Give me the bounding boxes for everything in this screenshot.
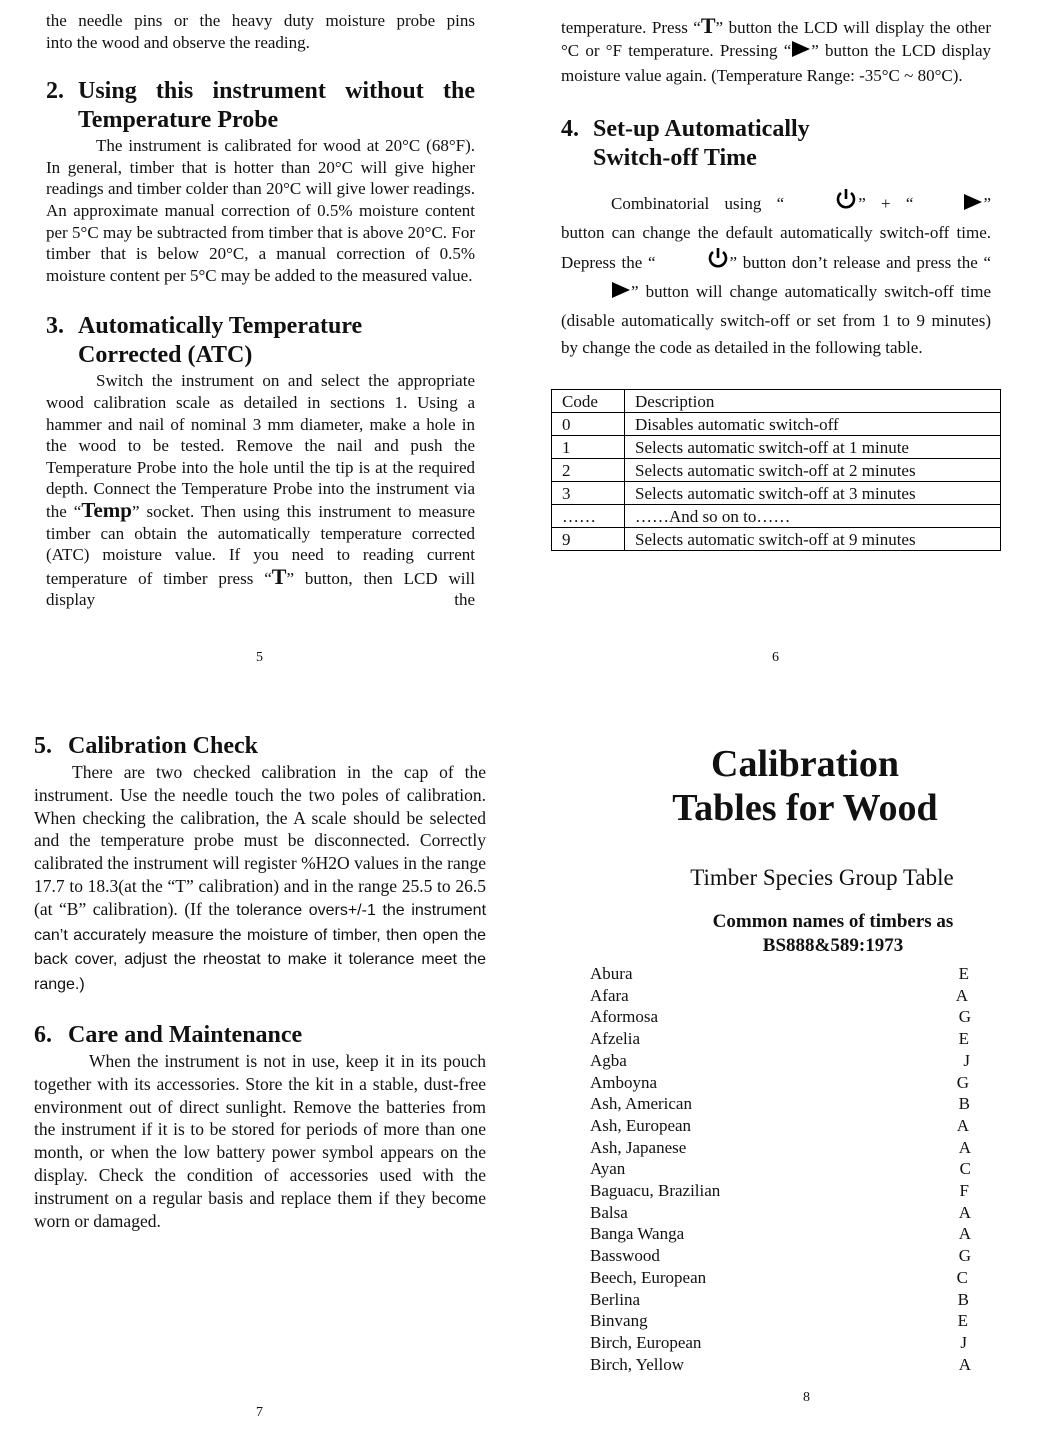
section-4-e: ” button will change automatically switch-off time (disable automatically switch-off or set from 1 to 9 minutes) by change the code as detailed in the following table. [561,282,991,357]
section-5-heading [34,732,486,761]
table-cell-description: Selects automatic switch-off at 2 minutes [625,459,1001,482]
timber-group: E [958,1029,969,1049]
table-cell-description: ……And so on to…… [625,505,1001,528]
list-item [590,1137,971,1159]
section-6-heading [34,1021,486,1050]
table-row [552,459,1001,482]
list-heading-line-1: Common names of timbers as [712,911,954,932]
list-item [590,1115,971,1137]
table-cell-code: 9 [552,528,625,551]
timber-group: A [956,1115,969,1135]
timber-species-list [590,963,971,1375]
page-number-7: 7 [256,1405,263,1420]
list-item [590,1245,971,1267]
section-5-body [34,761,486,997]
timber-group: J [963,1050,970,1070]
section-4-body [561,187,991,361]
timber-group: C [956,1267,968,1287]
t-button-label: T [271,563,287,589]
list-item [590,985,971,1007]
intro-line-1: the needle pins or the heavy duty moisture probe pins [46,11,475,30]
timber-name: Abura [590,964,633,983]
section-4-heading [561,115,991,173]
section-6-title: Care and Maintenance [68,1021,303,1048]
list-item [590,1332,971,1354]
play-icon [913,192,983,219]
timber-group: B [958,1094,970,1114]
list-item [590,1289,971,1311]
list-item [590,963,971,985]
page6-cont-a: temperature. Press “ [561,18,701,37]
timber-name: Aformosa [590,1007,658,1027]
table-cell-description: Selects automatic switch-off at 9 minutes [625,528,1001,551]
timber-group: J [960,1332,967,1352]
page-8-title-line-2: Tables for Wood [672,787,938,829]
list-item [590,1006,971,1028]
temperature-continued [561,14,991,87]
page-7 [34,732,486,1232]
page-number-8: 8 [803,1390,810,1405]
timber-name: Afara [590,985,629,1005]
table-cell-description: Selects automatic switch-off at 1 minute [625,436,1001,459]
timber-name: Basswood [590,1246,660,1266]
timber-group: A [958,1224,971,1244]
list-heading-line-2: BS888&589:1973 [762,935,904,956]
power-icon [784,187,858,219]
timber-group: G [958,1246,971,1266]
timber-group: E [958,964,969,983]
section-4-number: 4. [561,116,579,142]
timber-name: Afzelia [590,1029,641,1049]
table-cell-description: Disables automatic switch-off [625,413,1001,436]
power-icon [656,246,730,278]
list-item [590,1354,971,1376]
list-item [590,1028,971,1050]
table-row [552,482,1001,505]
section-5-body-sans: tolerance overs+/-1 the instrument can’t accurately measure the moisture of timber, then open the back cover, adjust the rheostat to make it tolerance meet the range.) [34,901,487,994]
list-item [590,1310,971,1332]
page-5 [46,10,475,611]
page-8 [600,742,1010,958]
table-header-description: Description [625,390,1001,413]
section-3-number: 3. [46,313,64,340]
timber-group: A [955,985,968,1005]
table-header-row [552,390,1001,413]
section-4-title-line-1: Set-up Automatically [593,116,810,142]
timber-name: Amboyna [590,1072,658,1092]
table-cell-code: 1 [552,436,625,459]
timber-name: Ash, Japanese [590,1137,687,1157]
section-5-number: 5. [34,733,52,759]
timber-name: Birch, European [590,1332,702,1352]
timber-name: Banga Wanga [590,1224,685,1244]
table-cell-code: …… [552,505,625,528]
list-item [590,1050,971,1072]
timber-group: E [957,1311,968,1331]
table-row [552,505,1001,528]
timber-group: C [959,1159,971,1179]
timber-group: B [957,1289,969,1309]
page-8-title-line-1: Calibration [711,743,899,785]
timber-name: Ayan [590,1159,626,1179]
list-item [590,1093,971,1115]
section-3-body-b: ” socket. Then using this instrument to measure timber can obtain the automatically temperature corrected (ATC) moisture value. If you need to reading current temperature of timber press “ [46,501,475,588]
list-item [590,1267,971,1289]
list-item [590,1072,971,1094]
table-cell-code: 0 [552,413,625,436]
list-item [590,1223,971,1245]
section-3-heading [46,312,475,370]
section-3-body-a: Switch the instrument on and select the appropriate wood calibration scale as detailed in sections 1. Using a hammer and nail of nominal 3 mm diameter, make a hole in the wood to be tested. Remove the nail and push the Temperature Probe into the hole until the tip is at the required depth. Connect the Temperature Probe into the instrument via the “ [46,371,475,521]
timber-name: Baguacu, Brazilian [590,1181,721,1201]
timber-name: Beech, European [590,1267,707,1287]
section-4-a: Combinatorial using “ [611,194,785,213]
section-2-title-line-2: Temperature Probe [78,107,279,134]
page6-cont-b: ” button the LCD will display the other °C or °F temperature. Pressing “ [561,18,991,60]
timber-name: Binvang [590,1311,648,1331]
intro-line-2: into the wood and observe the reading. [46,32,310,52]
section-6-number: 6. [34,1021,52,1048]
table-cell-description: Selects automatic switch-off at 3 minutes [625,482,1001,505]
table-cell-code: 2 [552,459,625,482]
temp-socket-label: Temp [81,497,132,522]
table-row [552,436,1001,459]
section-6-body: When the instrument is not in use, keep it in its pouch together with its accessories. Store the kit in a stable, dust-free environment out of direct sunlight. Remove the batteries from the instrument if it is to be stored for periods of more than one month, or when the low battery power symbol appears on the display. Check the condition of accessories used with the instrument on a regular basis and replace them if they become worn or damaged. [34,1050,486,1231]
timber-group: F [959,1181,969,1201]
section-3-body [46,370,475,611]
page-number-5: 5 [256,650,263,665]
table-row [552,413,1001,436]
timber-name: Ash, American [590,1094,692,1114]
page-number-6: 6 [772,650,779,665]
page-6 [561,14,991,361]
timber-group: G [958,1007,971,1027]
section-3-title-line-2: Corrected (ATC) [78,342,253,369]
section-3-title-line-1: Automatically Temperature [78,313,363,340]
section-5-title: Calibration Check [68,733,259,759]
table-cell-code: 3 [552,482,625,505]
section-4-title-line-2: Switch-off Time [593,145,757,171]
section-2-number: 2. [46,78,64,105]
play-icon [791,40,811,64]
list-item [590,1202,971,1224]
page6-cont-c: ” button the LCD display moisture value again. (Temperature Range: -35°C ~ 80°C). [561,41,991,85]
timber-name: Ash, European [590,1115,692,1135]
timber-name: Balsa [590,1202,628,1222]
section-2-heading [46,77,475,135]
page-8-subtitle: Timber Species Group Table [690,865,954,890]
section-4-b: ” + “ [858,194,914,213]
section-5-body-serif: There are two checked calibration in the cap of the instrument. Use the needle touch the two poles of calibration. When checking the calibration, the A scale should be selected and the temperature probe must be disconnected. Correctly calibrated the instrument will register %H2O values in the range 17.7 to 18.3(at the “T” calibration) and in the range 25.5 to 26.5 (at “B” calibration). (If the [34,762,486,919]
timber-name: Birch, Yellow [590,1354,684,1374]
table-header-code: Code [552,390,625,413]
list-item [590,1158,971,1180]
timber-name: Agba [590,1050,627,1070]
play-icon [561,280,631,307]
page-8-title [600,742,1010,830]
t-button-label: T [700,13,716,38]
timber-group: A [958,1137,971,1157]
table-row [552,528,1001,551]
section-2-body: The instrument is calibrated for wood at 20°C (68°F). In general, timber that is hotter than 20°C will give higher readings and timber colder than 20°C will give lower readings. An approximate manual correction of 0.5% moisture content per 5°C may be subtracted from timber that is above 20°C. For timber that is below 20°C, a manual correction of 0.5% moisture content per 5°C may be added to the measured value. [46,136,475,285]
switch-off-code-table [551,389,1001,551]
timber-group: G [956,1072,969,1092]
timber-group: A [958,1354,971,1374]
section-3-body-c: ” button, then LCD will display the [46,568,475,610]
page-8-list-heading [600,910,1010,958]
timber-name: Berlina [590,1289,641,1309]
timber-group: A [958,1202,971,1222]
section-4-c: ” button can change the default automatically switch-off time. Depress the “ [561,194,991,272]
list-item [590,1180,971,1202]
section-2-title-line-1: Using this instrument without the [78,78,475,105]
section-4-d: ” button don’t release and press the “ [729,253,991,272]
